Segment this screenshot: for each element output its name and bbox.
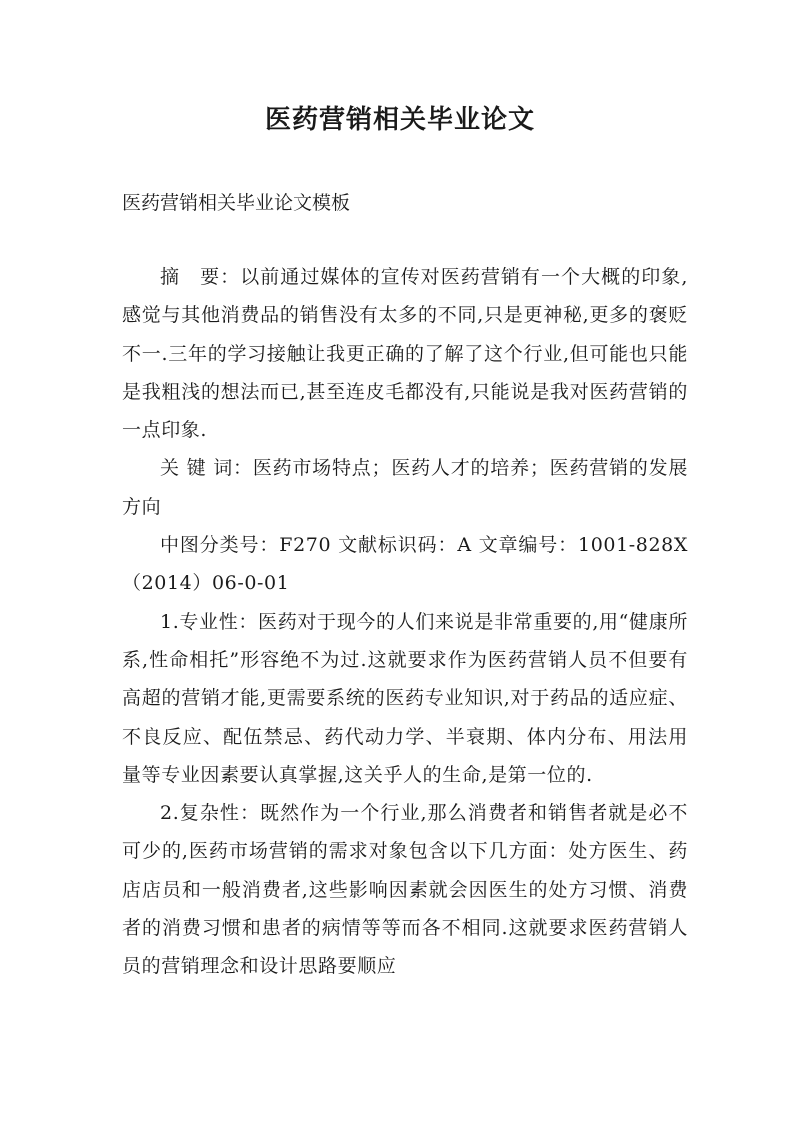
document-subtitle: 医药营销相关毕业论文模板 bbox=[122, 192, 351, 214]
document-body bbox=[122, 258, 688, 986]
keywords-paragraph: 关 键 词：医药市场特点；医药人才的培养；医药营销的发展方向 bbox=[122, 457, 688, 518]
classification-paragraph: 中图分类号：F270 文献标识码：A 文章编号：1001-828X（2014）06-0-01 bbox=[122, 534, 688, 595]
document-title: 医药营销相关毕业论文 bbox=[264, 105, 535, 135]
body-paragraph: 1.专业性：医药对于现今的人们来说是非常重要的,用“健康所系,性命相托”形容绝不为过.这就要求作为医药营销人员不但要有高超的营销才能,更需要系统的医药专业知识,对于药品的适应症、不良反应、配伍禁忌、药代动力学、半衰期、体内分布、用法用量等专业因素要认真掌握,这关乎人的生命,是第一位的. bbox=[122, 610, 688, 786]
body-paragraph: 2.复杂性：既然作为一个行业,那么消费者和销售者就是必不可少的,医药市场营销的需求对象包含以下几方面：处方医生、药店店员和一般消费者,这些影响因素就会因医生的处方习惯、消费者的消费习惯和患者的病情等等而各不相同.这就要求医药营销人员的营销理念和设计思路要顺应 bbox=[122, 802, 688, 978]
abstract-paragraph: 摘 要：以前通过媒体的宣传对医药营销有一个大概的印象,感觉与其他消费品的销售没有太多的不同,只是更神秘,更多的褒贬不一.三年的学习接触让我更正确的了解了这个行业,但可能也只能是我粗浅的想法而已,甚至连皮毛都没有,只能说是我对医药营销的一点印象. bbox=[122, 266, 688, 442]
